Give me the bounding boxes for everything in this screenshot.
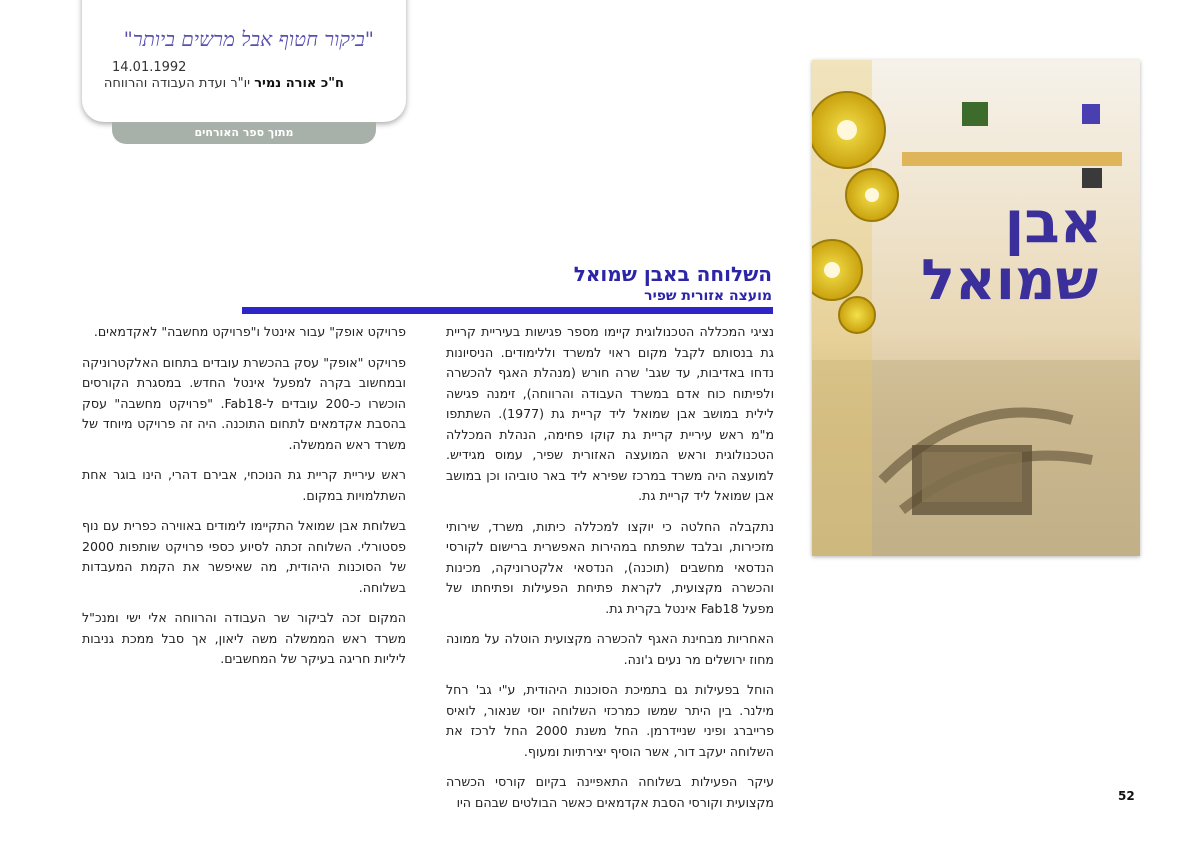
paragraph: פרויקט "אופק" עסק בהכשרת עובדים בתחום האלקטרוניקה ובמחשוב בקרה למפעל אינטל החדש. במסגרת הקורסים הוכשרו כ-200 עובדים ל-Fab18. "פרויקט מחשבה" עסק בהסבת אקדמאים לתחום התוכנה. היה זה פרויקט מיוחד של משרד ראש הממשלה.	[82, 354, 406, 452]
guestbook-tab: מתוך ספר האורחים	[112, 122, 376, 144]
paragraph: האחריות מבחינת האגף להכשרה מקצועית הוטלה על ממונה מחוז ירושלים מר נעים ג'ונה.	[446, 631, 774, 667]
paragraph: בשלוחת אבן שמואל התקיימו לימודים באווירה כפרית עם נוף פסטורלי. השלוחה זכתה לסיוע כספי פרויקט שותפות 2000 של הסוכנות היהודית, מה שאיפשר את הקמת המעבדות בשלוחה.	[82, 518, 406, 595]
page-number: 52	[1118, 789, 1135, 803]
quote-author	[104, 76, 344, 91]
quote-date: 14.01.1992	[112, 60, 187, 75]
article-title: השלוחה באבן שמואל	[573, 262, 772, 286]
cover-title-line1: אבן	[1004, 188, 1102, 256]
article-subtitle: מועצה אזורית שפיר	[644, 288, 772, 304]
author-role: יו"ר ועדת העבודה והרווחה	[103, 76, 251, 91]
paragraph: הוחל בפעילות גם בתמיכת הסוכנות היהודית, ע"י גב' רחל מילנר. בין היתר שמשו כמרכזי השלוחה יוסי שנאור, לואיס פרייברג ופיני שניידרמן. החל משנת 2000 החל לרכז את השלוחה יעקב דור, אשר הוסיף יצירתיות ומעוף.	[446, 682, 774, 759]
article-heading	[574, 262, 772, 304]
paragraph: נציגי המכללה הטכנולוגית קיימו מספר פגישות בעיריית קריית גת בנסותם לקבל מקום ראוי למשרד וללימודים. הניסיונות נדחו באדיבות, עד שגב' שרה חורש (מנהלת האגף להכשרה ולפיתוח כוח אדם במשרד העבודה והרווחה), זימנה פגישה לילית במושב אבן שמואל ליד קריית גת (1977). השתתפו מ"מ ראש עיריית קריית גת קוקו פחימה, הנהלת המכללה הטכנולוגית וראש המועצה האזורית שפיר, עמוס מגידיש. למועצה היה משרד במרכז שפירא ליד באר טוביהו וכן במושב אבן שמואל ליד קריית גת.	[446, 324, 774, 503]
paragraph: נתקבלה החלטה כי יוקצו למכללה כיתות, משרד, שירותי מזכירות, ובלבד שתפתח במהירות האפשרית ברישום לקורסי הנדסאי מחשבים (תוכנה), הנדסאי אלקטרוניקה, מכינות והכשרה מקצועית, לקראת פתיחת הפעילות ופתיחתו של מפעל Fab18 אינטל בקרית גת.	[446, 518, 774, 616]
heading-divider	[242, 307, 773, 314]
article-column-right	[446, 322, 774, 823]
guestbook-quote-card	[82, 0, 406, 122]
cover-title-line2: שמואל	[921, 248, 1098, 313]
paragraph: המקום זכה לביקור שר העבודה והרווחה אלי ישי ומנכ"ל משרד ראש הממשלה משה ליאון, אך סבל ממכת גניבות ליליות חריגה בעיקר של המחשבים.	[82, 610, 406, 666]
author-name: ח"כ אורה נמיר	[254, 76, 344, 91]
paragraph: עיקר הפעילות בשלוחה התאפיינה בקיום קורסי הכשרה מקצועית וקורסי הסבת אקדמאים כאשר הבולטים שבהם היו	[446, 774, 774, 810]
book-cover-image	[812, 60, 1140, 556]
paragraph: פרויקט אופק" עבור אינטל ו"פרויקט מחשבה" לאקדמאים.	[93, 324, 406, 339]
paragraph: ראש עיריית קריית גת הנוכחי, אבירם דהרי, הינו בוגר אחת השתלמויות במקום.	[82, 467, 406, 503]
guestbook-quote: "ביקור חטוף אבל מרשים ביותר"	[123, 27, 374, 51]
article-column-left	[82, 322, 406, 680]
